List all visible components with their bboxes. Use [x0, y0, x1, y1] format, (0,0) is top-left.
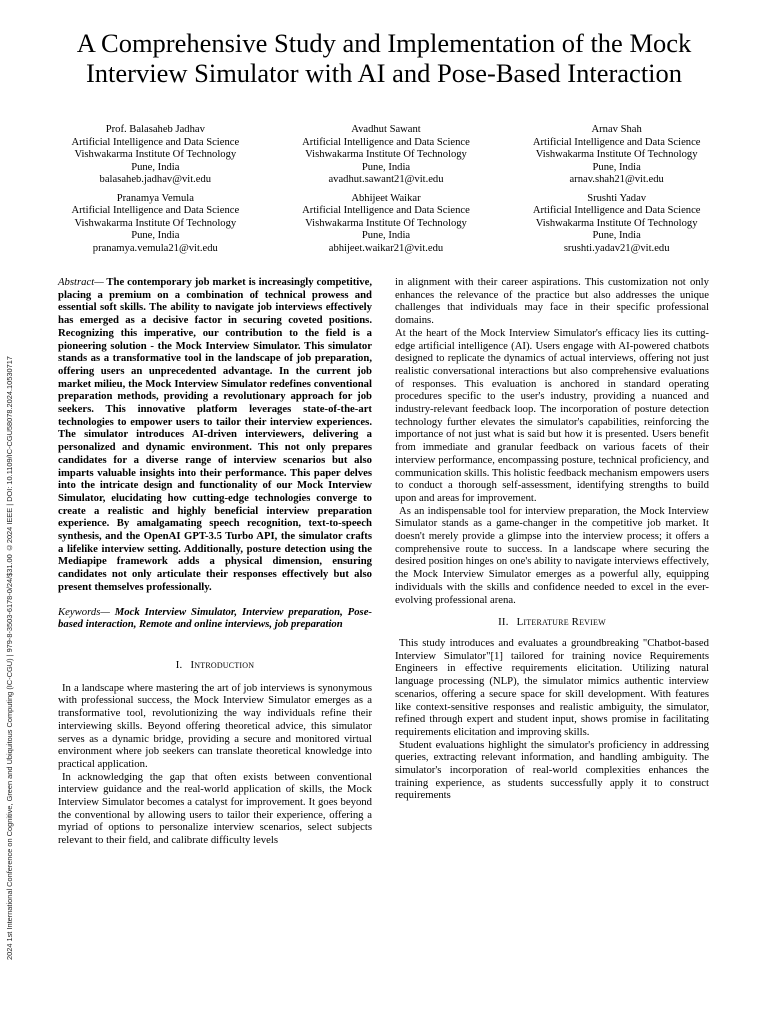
author-location: Pune, India [592, 230, 641, 241]
author-location: Pune, India [131, 161, 180, 173]
author-dept: Artificial Intelligence and Data Science [302, 205, 470, 216]
author-email: balasaheb.jadhav@vit.edu [99, 174, 212, 185]
author-card [40, 124, 271, 187]
author-card [501, 124, 732, 187]
author-location: Pune, India [361, 161, 411, 173]
author-email: avadhut.sawant21@vit.edu [328, 174, 444, 185]
keywords-lead: Keywords— [58, 605, 110, 618]
section-title: Literature Review [516, 616, 606, 629]
author-location: Pune, India [361, 230, 411, 241]
author-name: Pranamya Vemula [116, 192, 194, 204]
paragraph: in alignment with their career aspirations. This customization not only enhances the relevance of the practice but also addresses the unique challenges that individuals may face in their specific professional domains. [395, 276, 709, 327]
section-title: Introduction [190, 658, 255, 671]
keywords-text: Mock Interview Simulator, Interview preparation, Pose-based interaction, Remote and online interviews, job preparation [58, 605, 372, 631]
author-location: Pune, India [592, 161, 641, 173]
abstract-lead: Abstract— [58, 276, 104, 288]
author-dept: Artificial Intelligence and Data Science [71, 205, 240, 216]
author-dept: Artificial Intelligence and Data Science [302, 136, 470, 148]
author-inst: Vishwakarma Institute Of Technology [74, 217, 237, 229]
author-name: Arnav Shah [591, 124, 642, 135]
author-email: abhijeet.waikar21@vit.edu [328, 242, 444, 254]
author-dept: Artificial Intelligence and Data Science [71, 136, 240, 148]
author-dept: Artificial Intelligence and Data Science [532, 205, 701, 216]
right-column [395, 276, 709, 802]
author-name: Avadhut Sawant [351, 124, 421, 135]
section-heading-literature-review [395, 616, 709, 629]
author-name: Prof. Balasaheb Jadhav [105, 124, 205, 135]
author-email: srushti.yadav21@vit.edu [563, 242, 670, 254]
paragraph: At the heart of the Mock Interview Simulator's efficacy lies its cutting-edge artificial intelligence (AI). Users engage with AI-powered chatbots designed to replicate the dynamics of actual interviews, offering not just realistic conversational interactions but also comprehensive evaluations of responses. This evaluation is anchored in standard operating procedures specific to the user's industry, providing a nuanced and industry-relevant feedback loop. The incorporation of posture detection technology further elevates the simulator's capabilities, reinforcing the importance of not just what is said but how it is presented. Users benefit from immediate and granular feedback on various facets of their interview performance, encompassing posture, technical proficiency, and communication skills. This holistic feedback mechanism empowers users to conduct a thorough self-assessment, identifying strengths to build upon and areas for improvement. [395, 326, 709, 504]
paragraph: Student evaluations highlight the simulator's proficiency in addressing queries, extracting relevant information, and handling ambiguity. The simulator's incorporation of real-world complexities enhances the training experience, as students successfully apply it to construct requirements [395, 738, 709, 802]
section-number: II. [498, 616, 509, 629]
paper-title: A Comprehensive Study and Implementation of the Mock Interview Simulator with AI and Pose-Based Interaction [76, 28, 692, 88]
paragraph: As an indispensable tool for interview preparation, the Mock Interview Simulator stands as a game-changer in the competitive job market. It doesn't merely provide a glimpse into the interview process; it offers a comprehensive route to success. In a landscape where securing the desired position hinges on one's ability to navigate interviews effectively, the Mock Interview Simulator emerges as a powerful ally, equipping individuals with the skills and confidence needed to excel in the ever-evolving professional arena. [395, 504, 709, 606]
abstract-text: The contemporary job market is increasingly competitive, placing a premium on a combination of technical prowess and essential soft skills. The ability to navigate job interviews effectively has emerged as a decisive factor in securing coveted positions. Recognizing this imperative, our contribution to the field is a pioneering solution - the Mock Interview Simulator. This simulator stands as a transformative tool in the landscape of job preparation, offering users an unprecedented advantage. In the current job market milieu, the Mock Interview Simulator redefines conventional preparation methods, providing a revolutionary approach for job seekers. This innovative platform leverages state-of-the-art technologies to empower users to tailor their interview experiences. The simulator introduces AI-driven interviewers, delivering a personalized and dynamic environment. This not only prepares candidates for a diverse range of interview scenarios but also imparts valuable insights into their performance. This paper delves into the intricate design and functionality of our Mock Interview Simulator, elucidating how cutting-edge technologies converge to create a realistic and highly beneficial interview preparation experience. By amalgamating speech recognition, text-to-speech synthesis, and the OpenAI GPT-3.5 Turbo API, the simulator crafts a lifelike interview setting. Additionally, posture detection using the Mediapipe framework adds a physical dimension, ensuring candidates not only articulate their responses effectively but also present themselves professionally. [58, 276, 372, 593]
author-email: pranamya.vemula21@vit.edu [92, 242, 218, 254]
author-inst: Vishwakarma Institute Of Technology [535, 217, 698, 229]
author-inst: Vishwakarma Institute Of Technology [74, 149, 237, 160]
author-email: arnav.shah21@vit.edu [569, 174, 664, 185]
conference-doi-sidebar: 2024 1st International Conference on Cognitive, Green and Ubiquitous Computing (IC-CGU) | 979-8-3503-6178-0/24/$31.00 ©2024 IEEE | DOI: 10.1109/IC-CGU58078.2024.10530717 [5, 356, 14, 960]
author-card [501, 193, 732, 256]
abstract [58, 276, 372, 594]
author-dept: Artificial Intelligence and Data Science [532, 136, 701, 148]
author-location: Pune, India [131, 230, 180, 241]
author-inst: Vishwakarma Institute Of Technology [305, 149, 467, 160]
author-card [271, 193, 502, 256]
paragraph: This study introduces and evaluates a groundbreaking "Chatbot-based Interview Simulator"[1] tailored for training novice Requirements Engineers in effective requirements elicitation. Utilizing natural language processing (NLP), the simulator mimics authentic interview scenarios, offering a secure space for skill development. With features like context-sensitive responses and realistic ambiguity, the simulator, refined through expert and student input, shows promise in facilitating requirements elicitation and improving skills. [395, 636, 709, 738]
author-block [40, 124, 732, 255]
author-inst: Vishwakarma Institute Of Technology [535, 149, 698, 160]
author-name: Abhijeet Waikar [351, 192, 421, 204]
section-number: I. [175, 658, 183, 671]
section-heading-introduction [58, 659, 372, 672]
left-column [58, 276, 372, 847]
keywords [58, 606, 372, 631]
author-card [40, 193, 271, 256]
paragraph: In a landscape where mastering the art of job interviews is synonymous with professional success, the Mock Interview Simulator emerges as a transformative tool, revolutionizing the way individuals refine their interviewing skills. Beyond offering theoretical advice, this simulator serves as a dynamic bridge, providing a secure and monitored virtual environment where job seekers can translate theoretical knowledge into practical application. [58, 681, 372, 770]
paragraph: In acknowledging the gap that often exists between conventional interview guidance and the real-world application of skills, the Mock Interview Simulator becomes a catalyst for improvement. It goes beyond the conventional by allowing users to tailor their experience, offering a myriad of options to personalize interview scenarios, select subjects relevant to their field, and calibrate difficulty levels [58, 770, 372, 847]
author-inst: Vishwakarma Institute Of Technology [305, 217, 467, 229]
author-card [271, 124, 502, 187]
author-name: Srushti Yadav [587, 192, 647, 204]
